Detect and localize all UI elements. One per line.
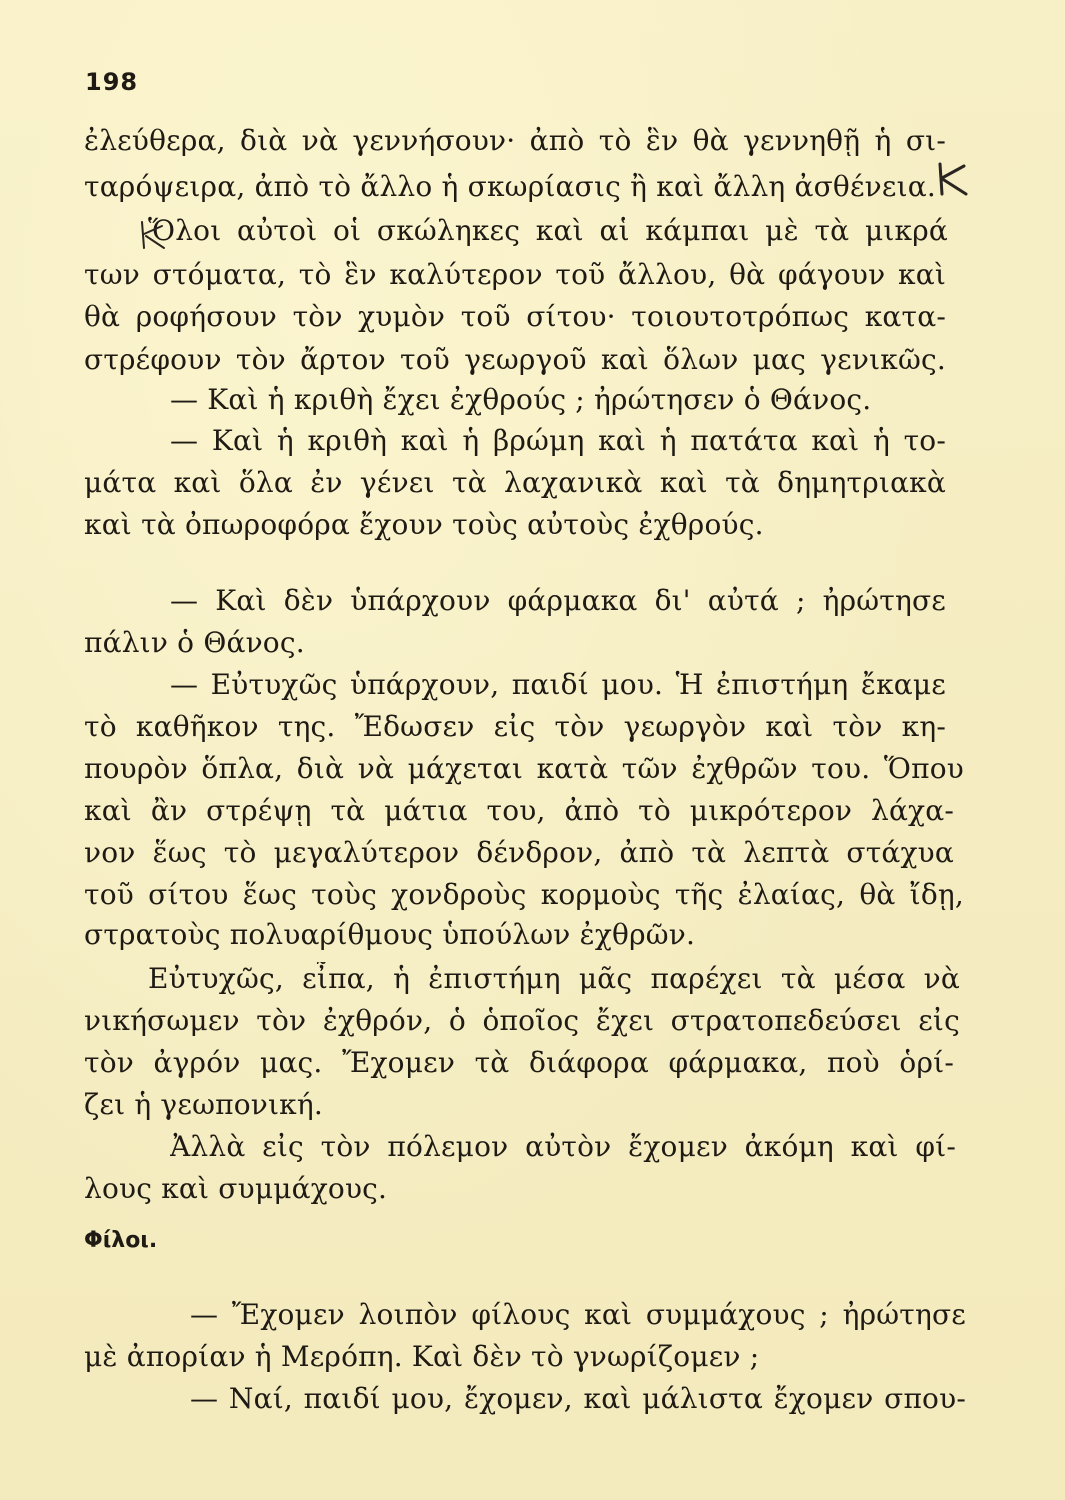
text-line-9: μάτα καὶ ὅλα ἐν γένει τὰ λαχανικὰ καὶ τὰ δημητριακὰ xyxy=(84,466,946,499)
text-line-8: — Καὶ ἡ κριθὴ καὶ ἡ βρώμη καὶ ἡ πατάτα καὶ ἡ το- xyxy=(170,424,946,457)
text-line-5: θὰ ροφήσουν τὸν χυμὸν τοῦ σίτου· τοιουτοτρόπως κατα- xyxy=(84,300,946,333)
text-line-20: Εὐτυχῶς, εἶπα, ἡ ἐπιστήμη μᾶς παρέχει τὰ μέσα νὰ xyxy=(148,962,960,995)
text-line-6: στρέφουν τὸν ἄρτον τοῦ γεωργοῦ καὶ ὅλων μας γενικῶς. xyxy=(84,343,946,376)
text-line-12: πάλιν ὁ Θάνος. xyxy=(84,626,305,659)
text-line-25: λους καὶ συμμάχους. xyxy=(84,1172,388,1205)
text-line-26: — Ἔχομεν λοιπὸν φίλους καὶ συμμάχους ; ἠρώτησε xyxy=(190,1298,966,1331)
text-line-21: νικήσωμεν τὸν ἐχθρόν, ὁ ὁποῖος ἔχει στρατοπεδεύσει εἰς xyxy=(84,1004,960,1037)
margin-correction-mark xyxy=(934,160,970,200)
text-line-18: τοῦ σίτου ἕως τοὺς χονδροὺς κορμοὺς τῆς ἐλαίας, θὰ ἴδῃ, xyxy=(84,878,964,911)
text-line-16: καὶ ἂν στρέψῃ τὰ μάτια του, ἀπὸ τὸ μικρότερον λάχα- xyxy=(84,794,954,827)
text-line-10: καὶ τὰ ὀπωροφόρα ἔχουν τοὺς αὐτοὺς ἐχθρούς. xyxy=(84,508,764,541)
text-line-17: νον ἕως τὸ μεγαλύτερον δένδρον, ἀπὸ τὰ λεπτὰ στάχυα xyxy=(84,836,954,869)
text-line-27: μὲ ἀπορίαν ἡ Μερόπη. Καὶ δὲν τὸ γνωρίζομεν ; xyxy=(84,1340,760,1373)
text-line-13: — Εὐτυχῶς ὑπάρχουν, παιδί μου. Ἡ ἐπιστήμη ἔκαμε xyxy=(170,668,946,701)
text-line-3: Ὅλοι αὐτοὶ οἱ σκώληκες καὶ αἱ κάμπαι μὲ τὰ μικρά xyxy=(148,214,948,247)
text-line-23: ζει ἡ γεωπονική. xyxy=(84,1088,323,1121)
text-line-19: στρατοὺς πολυαρίθμους ὑπούλων ἐχθρῶν. xyxy=(84,918,696,951)
text-line-14: τὸ καθῆκον της. Ἔδωσεν εἰς τὸν γεωργὸν καὶ τὸν κη- xyxy=(84,710,946,743)
text-line-28: — Ναί, παιδί μου, ἔχομεν, καὶ μάλιστα ἔχομεν σπου- xyxy=(190,1382,966,1415)
text-line-15: πουρὸν ὅπλα, διὰ νὰ μάχεται κατὰ τῶν ἐχθρῶν του. Ὅπου xyxy=(84,752,964,785)
insertion-caret-mark xyxy=(138,218,168,252)
text-line-24: Ἀλλὰ εἰς τὸν πόλεμον αὐτὸν ἔχομεν ἀκόμη καὶ φί- xyxy=(170,1130,956,1163)
text-line-7: — Καὶ ἡ κριθὴ ἔχει ἐχθρούς ; ἠρώτησεν ὁ Θάνος. xyxy=(170,383,872,416)
text-line-11: — Καὶ δὲν ὑπάρχουν φάρμακα δι' αὐτά ; ἠρώτησε xyxy=(170,584,946,617)
text-line-22: τὸν ἀγρόν μας. Ἔχομεν τὰ διάφορα φάρμακα, ποὺ ὁρί- xyxy=(84,1046,954,1079)
text-line-2: ταρόψειρα, ἀπὸ τὸ ἄλλο ἡ σκωρίασις ἢ καὶ ἄλλη ἀσθένεια. xyxy=(84,170,936,203)
section-heading: Φίλοι. xyxy=(84,1228,158,1253)
page-number: 198 xyxy=(85,68,139,96)
text-line-1: ἐλεύθερα, διὰ νὰ γεννήσουν· ἀπὸ τὸ ἓν θὰ γεννηθῇ ἡ σι- xyxy=(84,124,946,157)
text-line-4: των στόματα, τὸ ἓν καλύτερον τοῦ ἄλλου, θὰ φάγουν καὶ xyxy=(84,258,946,291)
